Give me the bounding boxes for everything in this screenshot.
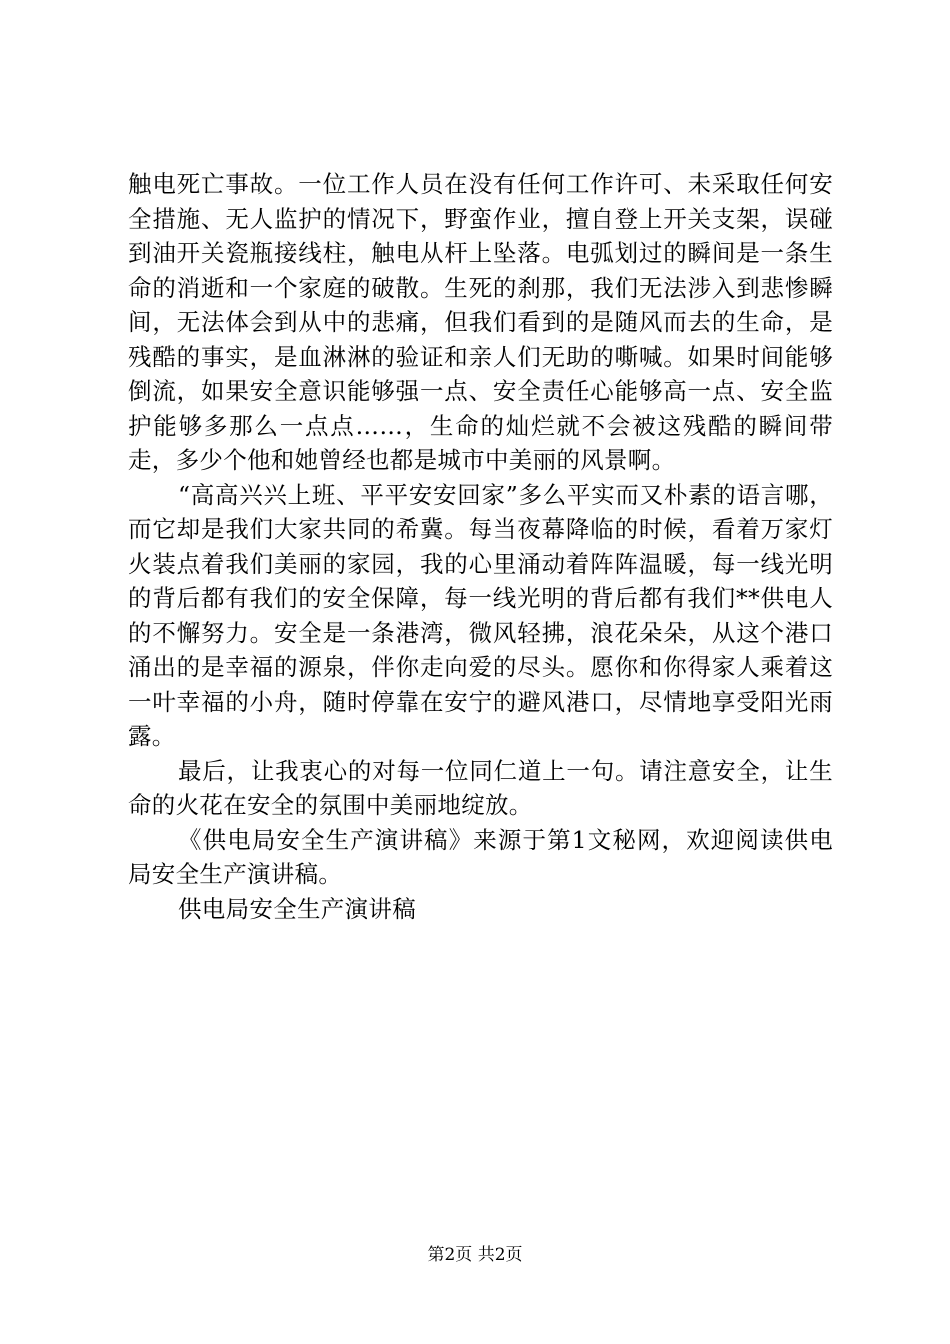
paragraph-closing: 最后，让我衷心的对每一位同仁道上一句。请注意安全，让生命的火花在安全的氛围中美丽地绽放。 (128, 756, 833, 819)
paragraph-safe-home: “高高兴兴上班、平平安安回家”多么平实而又朴素的语言哪，而它却是我们大家共同的希冀。每当夜幕降临的时候，看着万家灯火装点着我们美丽的家园，我的心里涌动着阵阵温暖，每一线光明的背后都有我们的安全保障，每一线光明的背后都有我们**供电人的不懈努力。安全是一条港湾，微风轻拂，浪花朵朵，从这个港口涌出的是幸福的源泉，伴你走向爱的尽头。愿你和你得家人乘着这一叶幸福的小舟，随时停靠在安宁的避风港口，尽情地享受阳光雨露。 (128, 480, 833, 750)
page-footer (0, 1244, 950, 1266)
paragraph-source-note: 《供电局安全生产演讲稿》来源于第1文秘网，欢迎阅读供电局安全生产演讲稿。 (128, 825, 833, 888)
document-body (128, 167, 833, 926)
paragraph-continuation: 触电死亡事故。一位工作人员在没有任何工作许可、未采取任何安全措施、无人监护的情况下，野蛮作业，擅自登上开关支架，误碰到油开关瓷瓶接线柱，触电从杆上坠落。电弧划过的瞬间是一条生命的消逝和一个家庭的破散。生死的刹那，我们无法涉入到悲惨瞬间，无法体会到从中的悲痛，但我们看到的是随风而去的生命，是残酷的事实，是血淋淋的验证和亲人们无助的嘶喊。如果时间能够倒流，如果安全意识能够强一点、安全责任心能够高一点、安全监护能够多那么一点点……，生命的灿烂就不会被这残酷的瞬间带走，多少个他和她曾经也都是城市中美丽的风景啊。 (128, 170, 833, 474)
page-number-label: 第2页 共2页 (427, 1245, 523, 1265)
paragraph-title-repeat: 供电局安全生产演讲稿 (178, 894, 416, 923)
